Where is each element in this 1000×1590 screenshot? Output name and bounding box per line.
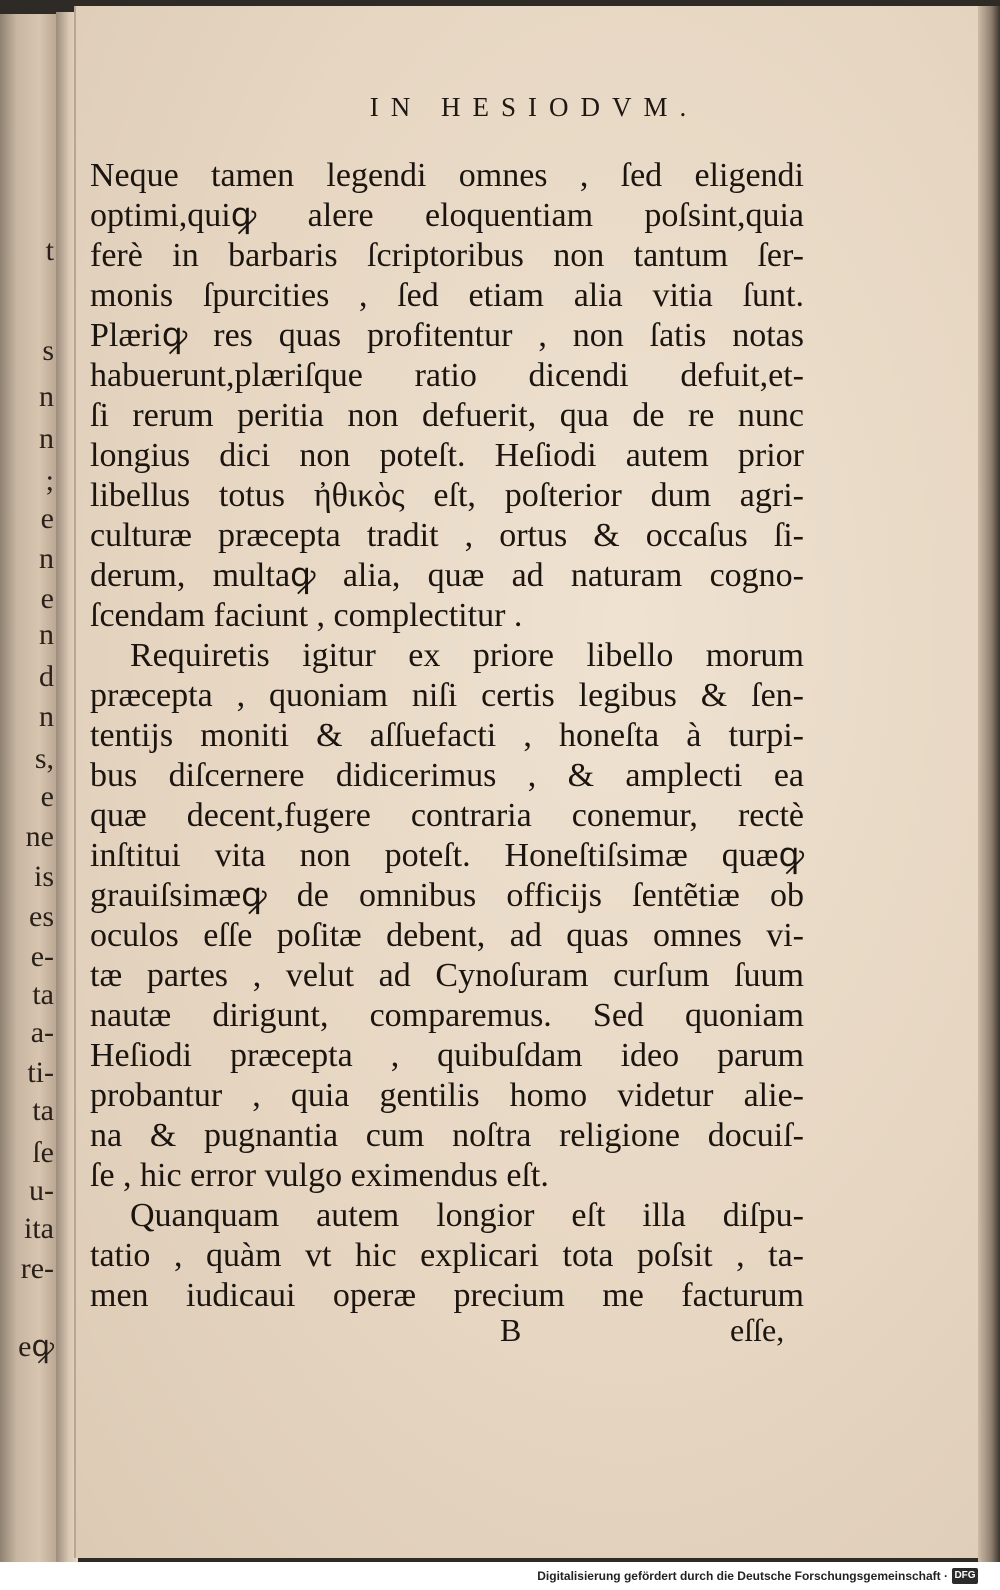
text-line: habuerunt,plæriſque ratio dicendi defuit,et- [90, 357, 804, 394]
text-line: tæ partes , velut ad Cynoſuram curſum ſuum [90, 957, 804, 994]
text-line: ſi rerum peritia non defuerit, qua de re nunc [90, 397, 804, 434]
text-line: ferè in barbaris ſcriptoribus non tantum ſer- [90, 237, 804, 274]
text-line: tentijs moniti & aſſuefacti , honeſta à turpi- [90, 717, 804, 754]
text-line: præcepta , quoniam niſi certis legibus & ſen- [90, 677, 804, 714]
prev-page-fragment: s [42, 334, 54, 367]
text-line: men iudicaui operæ precium me facturum [90, 1277, 804, 1314]
text-line: derum, multaꝙ alia, quæ ad naturam cogno- [90, 557, 804, 594]
text-line: ſe , hic error vulgo eximendus eſt. [90, 1157, 549, 1194]
text-line: na & pugnantia cum noſtra religione docuiſ- [90, 1117, 804, 1154]
prev-page-fragment: ti- [27, 1056, 54, 1089]
text-line: probantur , quia gentilis homo videtur alie- [90, 1077, 804, 1114]
prev-page-fragment: a- [30, 1016, 54, 1049]
prev-page-fragment: eꝙ [18, 1330, 54, 1363]
prev-page-fragment: n [39, 380, 54, 413]
prev-page-fragment: e [40, 502, 54, 535]
funding-credit: Digitalisierung gefördert durch die Deutsche Forschungsgemeinschaft · [537, 1569, 948, 1583]
prev-page-fragment: s, [34, 742, 54, 775]
text-line: optimi,quiꝙ alere eloquentiam poſsint,quia [90, 197, 804, 234]
text-line: grauiſsimæꝙ de omnibus officijs ſentẽtiæ ob [90, 877, 804, 914]
prev-page-fragment: e [40, 582, 54, 615]
signature-mark: B [500, 1312, 522, 1348]
text-line: longius dici non poteſt. Heſiodi autem prior [90, 437, 804, 474]
dfg-logo: DFG [952, 1568, 978, 1584]
prev-page-fragment: n [39, 700, 54, 733]
prev-page-fragment: ne [25, 820, 54, 853]
text-line: Heſiodi præcepta , quibuſdam ideo parum [90, 1037, 804, 1074]
catchword: eſſe, [730, 1312, 785, 1348]
text-line: Quanquam autem longior eſt illa diſpu- [130, 1197, 804, 1234]
text-line: Plæriꝙ res quas profitentur , non ſatis notas [90, 317, 804, 354]
running-head: IN HESIODVM. [369, 92, 699, 122]
prev-page-fragment: ta [32, 978, 54, 1011]
prev-page-fragment: n [39, 422, 54, 455]
text-line: tatio , quàm vt hic explicari tota poſsit , ta- [90, 1237, 804, 1274]
text-line: inſtitui vita non poteſt. Honeſtiſsimæ quæꝙ [90, 837, 804, 874]
right-page-edge [978, 6, 1000, 1562]
book-page [74, 6, 992, 1558]
text-line: Neque tamen legendi omnes , ſed eligendi [90, 157, 804, 194]
text-line: bus diſcernere didicerimus , & amplecti ea [90, 757, 804, 794]
prev-page-fragment: e- [30, 940, 54, 973]
text-line: oculos eſſe poſitæ debent, ad quas omnes vi- [90, 917, 804, 954]
text-line: Requiretis igitur ex priore libello morum [130, 637, 804, 674]
prev-page-fragment: es [29, 900, 54, 933]
text-line: libellus totus ἠθικὸς eſt, poſterior dum agri- [90, 477, 804, 514]
prev-page-fragment: ta [32, 1094, 54, 1127]
prev-page-fragment: ; [45, 464, 54, 497]
prev-page-fragment: n [39, 542, 54, 575]
prev-page-fragment: ita [24, 1212, 54, 1245]
prev-page-fragment: ſe [32, 1136, 54, 1169]
prev-page-fragment: d [39, 660, 54, 693]
prev-page-fragment: e [40, 780, 54, 813]
previous-page-edge [0, 14, 56, 1562]
text-line: monis ſpurcities , ſed etiam alia vitia ſunt. [90, 277, 804, 314]
prev-page-fragment: n [39, 618, 54, 651]
prev-page-fragment: u- [29, 1174, 54, 1207]
text-line: ſcendam faciunt , complectitur . [90, 597, 523, 634]
prev-page-fragment: t [45, 234, 54, 267]
footer-bar [0, 1564, 1000, 1590]
text-line: culturæ præcepta tradit , ortus & occaſus ſi- [90, 517, 804, 554]
prev-page-fragment: re- [20, 1252, 54, 1285]
text-line: nautæ dirigunt, comparemus. Sed quoniam [90, 997, 804, 1034]
prev-page-fragment: is [33, 860, 54, 893]
text-line: quæ decent,fugere contraria conemur, rectè [90, 797, 804, 834]
